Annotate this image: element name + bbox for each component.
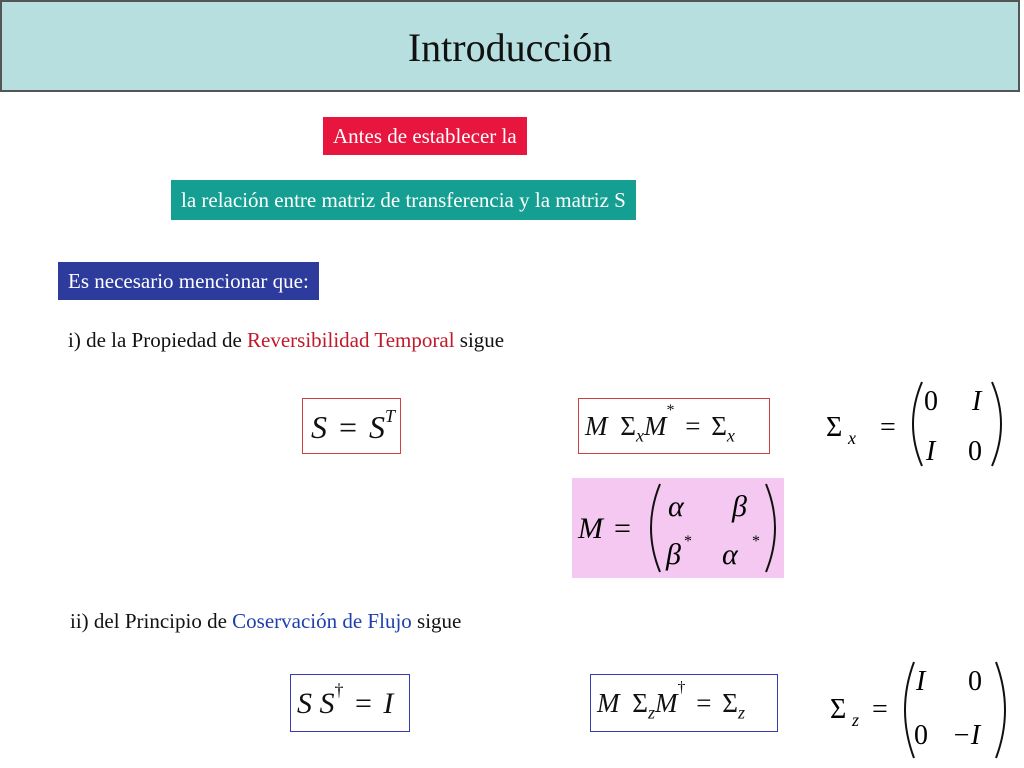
eq-equals: = (339, 409, 358, 445)
eq-dagger-2: † (677, 679, 686, 696)
equation-s-transpose (302, 398, 401, 454)
item-2-text (70, 609, 461, 634)
sigma-z-subscript: z (852, 710, 860, 730)
equation-s-dagger (290, 674, 410, 732)
eq-sigma2: Σ (711, 411, 727, 441)
sigma-x-subscript: x (848, 428, 856, 448)
eq-equals-2: = (685, 411, 701, 441)
eq-sub-x2: x (726, 425, 735, 446)
item-1-text (68, 328, 504, 353)
eq-dagger: † (334, 680, 344, 700)
slide-title: Introducción (407, 25, 613, 70)
sigma-z-equals: = (872, 694, 888, 725)
eq-sigma1: Σ (620, 411, 636, 441)
m-equals: = (614, 512, 631, 545)
eq-sub-z2: z (737, 702, 745, 723)
eq-transpose-sup: T (385, 406, 396, 427)
eq-equals-3: = (355, 687, 372, 720)
eq-m1: M (585, 411, 608, 441)
right-paren (996, 662, 1005, 758)
matrix-cell-10: I (926, 436, 936, 467)
matrix-cell-00: 0 (924, 386, 938, 417)
matrix-alpha: α (668, 490, 684, 523)
item-2-prefix: ii) del Principio de (70, 609, 233, 633)
item-1-highlight: Reversibilidad Temporal (247, 328, 455, 352)
label-relacion: la relación entre matriz de transferencia y la matriz S (171, 180, 636, 220)
matrix-cell-00: I (916, 666, 926, 697)
m-lhs: M (578, 512, 603, 545)
matrix-cell-01: I (972, 386, 982, 417)
eq-m3: M (597, 688, 620, 718)
eq-sigma4: Σ (722, 688, 738, 718)
matrix-cell-10: 0 (914, 720, 928, 751)
equation-m-sigma-x (578, 398, 770, 454)
beta-star-sup: * (684, 533, 692, 550)
eq-s-rhs: S (369, 409, 386, 445)
matrix-cell-11: 0 (968, 436, 982, 467)
left-paren (905, 662, 914, 758)
sigma-z-definition (828, 656, 1018, 764)
sigma-z-symbol: Σ (830, 694, 847, 725)
title-bar (0, 0, 1020, 92)
eq-m4: M (654, 688, 678, 718)
item-1-suffix: sigue (454, 328, 505, 352)
left-paren (651, 484, 660, 572)
sigma-x-equals: = (880, 412, 896, 443)
right-paren (992, 382, 1001, 466)
matrix-alpha-star: α (722, 538, 738, 571)
matrix-beta: β (732, 490, 747, 523)
item-1-prefix: i) de la Propiedad de (68, 328, 248, 352)
equation-m-sigma-z (590, 674, 778, 732)
eq-s1: S (297, 687, 312, 720)
eq-sub-z1: z (647, 702, 655, 723)
matrix-beta-star: β (666, 538, 681, 571)
item-2-highlight: Coservación de Flujo (232, 609, 412, 633)
sigma-x-definition (822, 376, 1012, 472)
item-2-suffix: sigue (411, 609, 462, 633)
label-antes: Antes de establecer la (323, 117, 527, 155)
eq-identity: I (383, 687, 394, 720)
right-paren (766, 484, 775, 572)
alpha-star-sup: * (752, 533, 760, 550)
eq-s-lhs: S (311, 409, 327, 445)
matrix-cell-11: −I (952, 720, 981, 751)
matrix-cell-01: 0 (968, 666, 982, 697)
left-paren (913, 382, 922, 466)
eq-s2: S (319, 687, 335, 720)
m-definition-box (572, 478, 784, 578)
eq-sigma3: Σ (632, 688, 648, 718)
eq-equals-4: = (696, 688, 712, 718)
eq-m2: M (643, 411, 667, 441)
label-necesario: Es necesario mencionar que: (58, 262, 319, 300)
sigma-x-symbol: Σ (826, 412, 843, 443)
eq-sub-x1: x (635, 425, 644, 446)
eq-star: * (666, 402, 675, 419)
m-definition (572, 478, 784, 578)
